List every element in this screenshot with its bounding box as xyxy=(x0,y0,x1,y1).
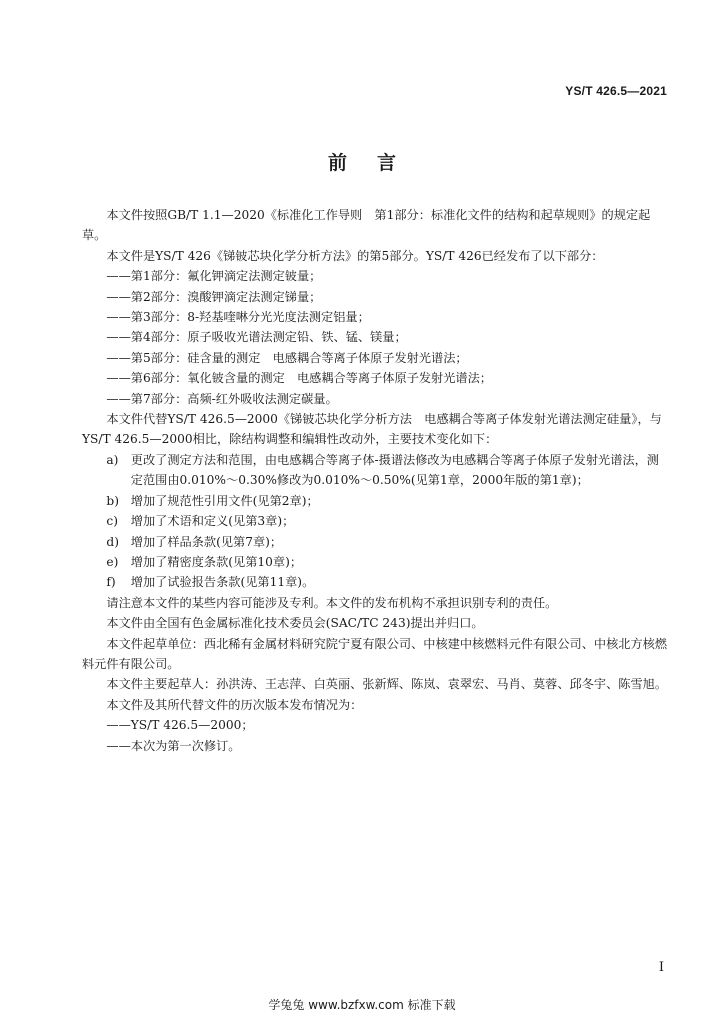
paragraph-replacement: 本文件代替YS/T 426.5—2000《锑铍芯块化学分析方法 电感耦合等离子体发射光谱法测定硅量》，与YS/T 426.5—2000相比，除结构调整和编辑性改动外，主要技术变化如下： xyxy=(82,412,662,447)
change-text: 增加了精密度条款(见第10章)； xyxy=(130,554,303,569)
change-text: 增加了术语和定义(见第3章)； xyxy=(130,514,295,529)
change-item-d xyxy=(82,532,669,552)
paragraph-drafting-rules: 本文件按照GB/T 1.1—2020《标准化工作导则 第1部分：标准化文件的结构和起草规则》的规定起草。 xyxy=(82,208,651,243)
change-item-f xyxy=(82,572,669,592)
list-item: ——第1部分：氟化钾滴定法测定铍量； xyxy=(106,269,322,284)
change-text: 更改了测定方法和范围，由电感耦合等离子体-摄谱法修改为电感耦合等离子体原子发射光谱法，测定范围由0.010%～0.30%修改为0.010%～0.50%(见第1章，2000年版的第1章)； xyxy=(130,452,659,488)
change-text: 增加了规范性引用文件(见第2章)； xyxy=(130,493,319,508)
list-item: ——第7部分：高频-红外吸收法测定碳量。 xyxy=(106,391,338,406)
change-item-a xyxy=(82,450,669,491)
page-title: 前言 xyxy=(327,152,426,174)
change-label: e) xyxy=(106,554,119,569)
paragraph-series-intro: 本文件是YS/T 426《锑铍芯块化学分析方法》的第5部分。YS/T 426已经发布了以下部分： xyxy=(106,248,604,263)
footer-watermark: 学兔兔 www.bzfxw.com 标准下载 xyxy=(268,998,456,1012)
change-item-b xyxy=(82,491,669,511)
paragraph-history-intro: 本文件及其所代替文件的历次版本发布情况为： xyxy=(106,697,363,712)
page-number: I xyxy=(658,960,664,975)
change-text: 增加了样品条款(见第7章)； xyxy=(130,534,283,549)
list-item: ——第5部分：硅含量的测定 电感耦合等离子体原子发射光谱法； xyxy=(106,350,468,365)
list-item: ——第2部分：溴酸钾滴定法测定锑量； xyxy=(106,289,322,304)
paragraph-patent-notice: 请注意本文件的某些内容可能涉及专利。本文件的发布机构不承担识别专利的责任。 xyxy=(106,595,558,610)
paragraph-proposer: 本文件由全国有色金属标准化技术委员会(SAC/TC 243)提出并归口。 xyxy=(106,616,484,631)
change-label: b) xyxy=(106,493,119,508)
change-label: c) xyxy=(106,514,118,529)
change-text: 增加了试验报告条款(见第11章)。 xyxy=(130,575,315,590)
change-item-c xyxy=(82,511,669,531)
document-body xyxy=(82,205,669,756)
list-item: ——第3部分：8-羟基喹啉分光光度法测定铝量； xyxy=(106,310,370,325)
paragraph-drafting-units: 本文件起草单位：西北稀有金属材料研究院宁夏有限公司、中核建中核燃料元件有限公司、中核北方核燃料元件有限公司。 xyxy=(82,636,668,671)
change-label: f) xyxy=(106,575,116,590)
standard-number: YS/T 426.5—2021 xyxy=(565,84,667,98)
change-item-e xyxy=(82,552,669,572)
list-item: ——本次为第一次修订。 xyxy=(106,738,241,753)
change-label: d) xyxy=(106,534,119,549)
paragraph-drafters: 本文件主要起草人：孙洪涛、王志萍、白英丽、张新辉、陈岚、袁翠宏、马肖、莫蓉、邱冬宇、陈雪旭。 xyxy=(106,677,668,692)
list-item: ——第6部分：氧化铍含量的测定 电感耦合等离子体原子发射光谱法； xyxy=(106,371,492,386)
list-item: ——第4部分：原子吸收光谱法测定铅、铁、锰、镁量； xyxy=(106,330,407,345)
list-item: ——YS/T 426.5—2000； xyxy=(106,718,254,733)
change-label: a) xyxy=(106,452,119,467)
